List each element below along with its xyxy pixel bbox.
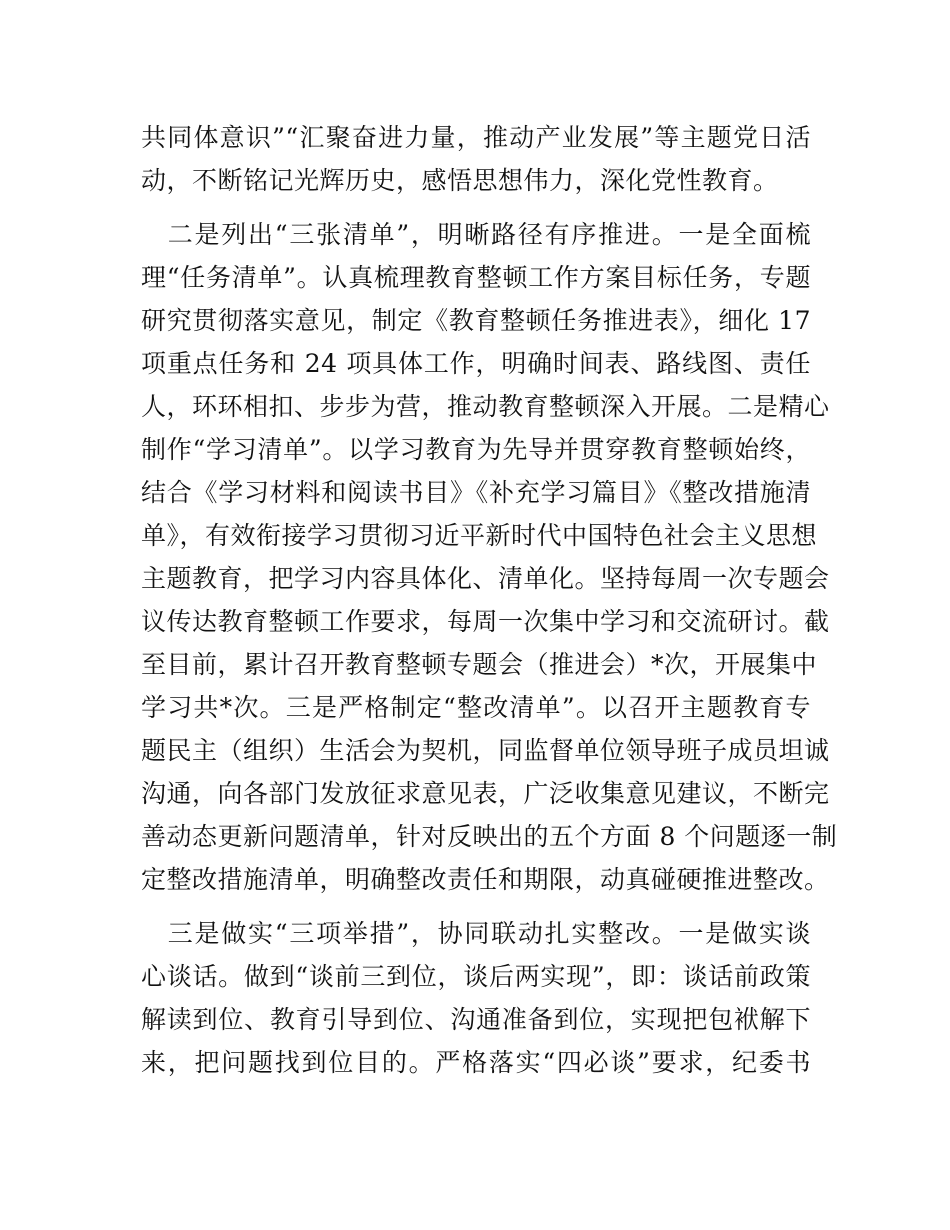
text-line: 二是列出“三张清单”，明晰路径有序推进。一是全面梳 <box>141 220 811 249</box>
text-line: 研究贯彻落实意见，制定《教育整顿任务推进表》，细化 17 <box>141 306 811 335</box>
text-line: 定整改措施清单，明确整改责任和期限，动真碰硬推进整改。 <box>141 865 830 894</box>
text-line: 三是做实“三项举措”，协同联动扎实整改。一是做实谈 <box>141 919 811 948</box>
text-line: 共同体意识”“汇聚奋进力量，推动产业发展”等主题党日活 <box>141 123 811 152</box>
text-line: 单》，有效衔接学习贯彻习近平新时代中国特色社会主义思想 <box>141 521 818 550</box>
body-text <box>141 116 838 1084</box>
text-line: 结合《学习材料和阅读书目》《补充学习篇目》《整改措施清 <box>141 478 811 507</box>
paragraph-1 <box>141 116 811 202</box>
text-line: 议传达教育整顿工作要求，每周一次集中学习和交流研讨。截 <box>141 607 830 636</box>
paragraph-gap <box>141 901 811 912</box>
text-line: 项重点任务和 24 项具体工作，明确时间表、路线图、责任 <box>141 349 811 378</box>
text-line: 至目前，累计召开教育整顿专题会（推进会）*次，开展集中 <box>141 650 818 679</box>
paragraph-gap <box>141 202 811 213</box>
text-line: 题民主（组织）生活会为契机，同监督单位领导班子成员坦诚 <box>141 736 830 765</box>
text-line: 动，不断铭记光辉历史，感悟思想伟力，深化党性教育。 <box>141 166 779 195</box>
text-line: 主题教育，把学习内容具体化、清单化。坚持每周一次专题会 <box>141 564 830 593</box>
text-line: 解读到位、教育引导到位、沟通准备到位，实现把包袱解下 <box>141 1005 811 1034</box>
text-line: 理“任务清单”。认真梳理教育整顿工作方案目标任务，专题 <box>141 263 811 292</box>
text-line: 善动态更新问题清单，针对反映出的五个方面 8 个问题逐一制 <box>141 822 838 851</box>
text-line: 人，环环相扣、步步为营，推动教育整顿深入开展。二是精心 <box>141 392 830 421</box>
text-line: 制作“学习清单”。以学习教育为先导并贯穿教育整顿始终， <box>141 435 811 464</box>
paragraph-2 <box>141 213 838 901</box>
text-line: 心谈话。做到“谈前三到位，谈后两实现”，即：谈话前政策 <box>141 962 811 991</box>
text-line: 来，把问题找到位目的。严格落实“四必谈”要求，纪委书 <box>141 1048 811 1077</box>
paragraph-3 <box>141 912 811 1084</box>
text-line: 沟通，向各部门发放征求意见表，广泛收集意见建议，不断完 <box>141 779 830 808</box>
text-line: 学习共*次。三是严格制定“整改清单”。以召开主题教育专 <box>141 693 811 722</box>
